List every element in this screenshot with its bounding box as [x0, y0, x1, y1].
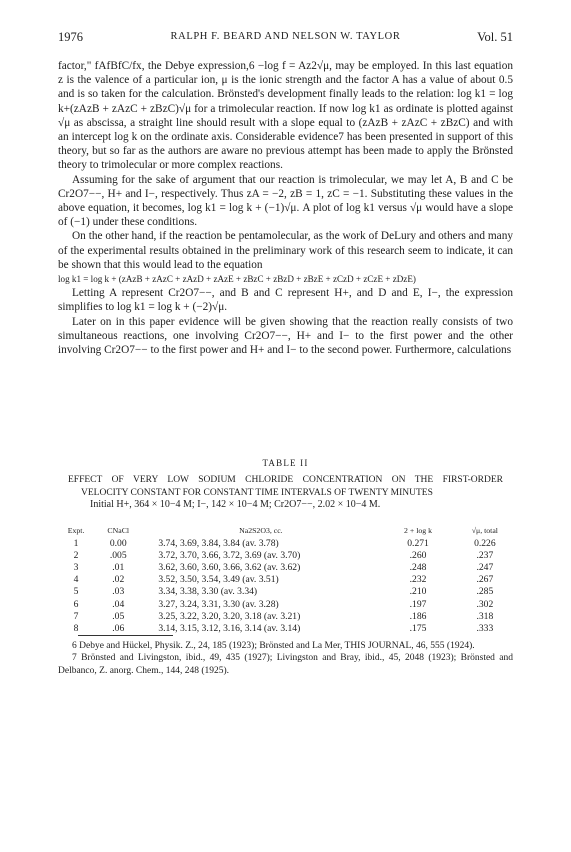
table-conditions: Initial H+, 364 × 10−4 M; I−, 142 × 10−4 M; Cr2O7−−, 2.02 × 10−4 M.	[90, 499, 381, 510]
table-row	[58, 538, 513, 550]
table-cell: .232	[409, 574, 427, 586]
running-header	[58, 30, 513, 46]
footnote-rule	[78, 635, 173, 636]
table-cell: 2	[73, 550, 79, 562]
table-row	[58, 562, 513, 574]
table-cell: 3.62, 3.60, 3.60, 3.66, 3.62 (av. 3.62)	[158, 562, 301, 574]
table-cell: 6	[73, 598, 79, 610]
table-cell: 3.14, 3.15, 3.12, 3.16, 3.14 (av. 3.14)	[158, 622, 301, 634]
footnotes	[58, 640, 513, 677]
table-cell: 3.25, 3.22, 3.20, 3.20, 3.18 (av. 3.21)	[158, 610, 301, 622]
running-authors: RALPH F. BEARD AND NELSON W. TAYLOR	[170, 31, 401, 42]
table-label: TABLE II	[262, 458, 309, 468]
table-header-row	[58, 525, 513, 538]
table-cell: .302	[476, 598, 494, 610]
table-cell: .247	[476, 562, 494, 574]
table-cell: .05	[112, 610, 125, 622]
table-cell: 8	[73, 622, 79, 634]
table-caption-line: VELOCITY CONSTANT FOR CONSTANT TIME INTERVALS OF TWENTY MINUTES	[81, 487, 433, 498]
table-cell: .267	[476, 574, 494, 586]
table-cell: .02	[112, 574, 125, 586]
table-cell: 0.271	[407, 538, 429, 550]
table-cell: .01	[112, 562, 125, 574]
table-cell: .237	[476, 550, 494, 562]
table-cell: 5	[73, 586, 79, 598]
table-cell: .186	[409, 610, 427, 622]
column-header: Expt.	[67, 526, 85, 535]
paragraph-3: On the other hand, if the reaction be pentamolecular, as the work of DeLury and others and many of the experimental results obtained in the preliminary work of this research seem to indicate, it can be shown that this would lead to the equation	[58, 230, 513, 271]
table-cell: 0.00	[109, 538, 127, 550]
table-row	[58, 586, 513, 598]
volume-label: Vol. 51	[477, 30, 513, 44]
table-cell: 3.72, 3.70, 3.66, 3.72, 3.69 (av. 3.70)	[158, 550, 301, 562]
table-row	[58, 623, 513, 635]
column-header: Na2S2O3, cc.	[239, 526, 283, 535]
table-cell: .333	[476, 622, 494, 634]
table-cell: .175	[409, 622, 427, 634]
table-row	[58, 550, 513, 562]
table-cell: 3	[73, 562, 79, 574]
table-cell: .285	[476, 586, 494, 598]
table-row	[58, 599, 513, 611]
paragraph-1: factor," fAfBfC/fx, the Debye expression,6 −log f = Az2√μ, may be employed. In this last equation z is the valence of a particular ion, μ is the ionic strength and the factor A has a value of about 0.5 and is so taken for the calculation. Brönsted's development finally leads to the relation: log k1 = log k+(zAzB + zAzC + zBzC)√μ for a trimolecular reaction. If now log k1 as ordinate is plotted against √μ as abscissa, a straight line should result with a slope equal to (zAzB + zAzC + zBzC) and with an intercept log k on the ordinate axis. Considerable evidence7 has been presented in support of this theory, but so far as the authors are aware no previous attempt has been made to apply the Brönsted theory to trimolecular or more complex reactions.	[58, 60, 513, 172]
paragraph-2: Assuming for the sake of argument that our reaction is trimolecular, we may let A, B and C be Cr2O7−−, H+ and I−, respectively. Thus zA = −2, zB = 1, zC = −1. Substituting these values in the above equation, it becomes, log k1 = log k + (−1)√μ. A plot of log k1 versus √μ would have a slope of (−1) under these conditions.	[58, 173, 513, 229]
table-cell: 7	[73, 610, 79, 622]
table-cell: .03	[112, 586, 125, 598]
page-number: 1976	[58, 30, 83, 44]
table-caption	[68, 474, 503, 512]
table-cell: 3.34, 3.38, 3.30 (av. 3.34)	[158, 586, 258, 598]
paragraph-4: Letting A represent Cr2O7−−, and B and C represent H+, and D and E, I−, the expression simplifies to log k1 = log k + (−2)√μ.	[58, 287, 513, 314]
table-cell: 4	[73, 574, 79, 586]
paragraph-5: Later on in this paper evidence will be given showing that the reaction really consists of two simultaneous reactions, one involving Cr2O7−−, H+ and I− to the first power and the other involving Cr2O7−− to the first power and H+ and I− to the second power. Furthermore, calculations	[58, 315, 513, 357]
column-header: 2 + log k	[404, 526, 433, 535]
table-cell: 3.74, 3.69, 3.84, 3.84 (av. 3.78)	[158, 538, 279, 550]
table-cell: .318	[476, 610, 494, 622]
table-row	[58, 574, 513, 586]
table-cell: 3.27, 3.24, 3.31, 3.30 (av. 3.28)	[158, 598, 279, 610]
table-caption-line: EFFECT OF VERY LOW SODIUM CHLORIDE CONCENTRATION ON THE FIRST-ORDER	[68, 475, 503, 485]
column-header: CNaCl	[107, 526, 130, 535]
table-cell: 0.226	[474, 538, 496, 550]
table-cell: 1	[73, 538, 79, 550]
table-cell: .005	[109, 550, 127, 562]
column-header: √μ, total	[471, 526, 498, 535]
body-text	[58, 59, 513, 357]
data-table	[58, 525, 513, 635]
table-cell: .197	[409, 598, 427, 610]
footnote-6: 6 Debye and Hückel, Physik. Z., 24, 185 (1923); Brönsted and La Mer, THIS JOURNAL, 46, 555 (1924).	[72, 641, 475, 651]
table-row	[58, 611, 513, 623]
table-cell: .260	[409, 550, 427, 562]
table-cell: .04	[112, 598, 125, 610]
table-cell: 3.52, 3.50, 3.54, 3.49 (av. 3.51)	[158, 574, 279, 586]
table-cell: .210	[409, 586, 427, 598]
footnote-7: 7 Brönsted and Livingston, ibid., 49, 435 (1927); Livingston and Bray, ibid., 45, 2048 (1923); Brönsted and Delbanco, Z. anorg. Chem., 144, 248 (1925).	[58, 653, 513, 676]
pentamolecular-equation: log k1 = log k + (zAzB + zAzC + zAzD + zAzE + zBzC + zBzD + zBzE + zCzD + zCzE + zDzE)	[58, 274, 416, 285]
table-cell: .06	[112, 622, 125, 634]
table-cell: .248	[409, 562, 427, 574]
